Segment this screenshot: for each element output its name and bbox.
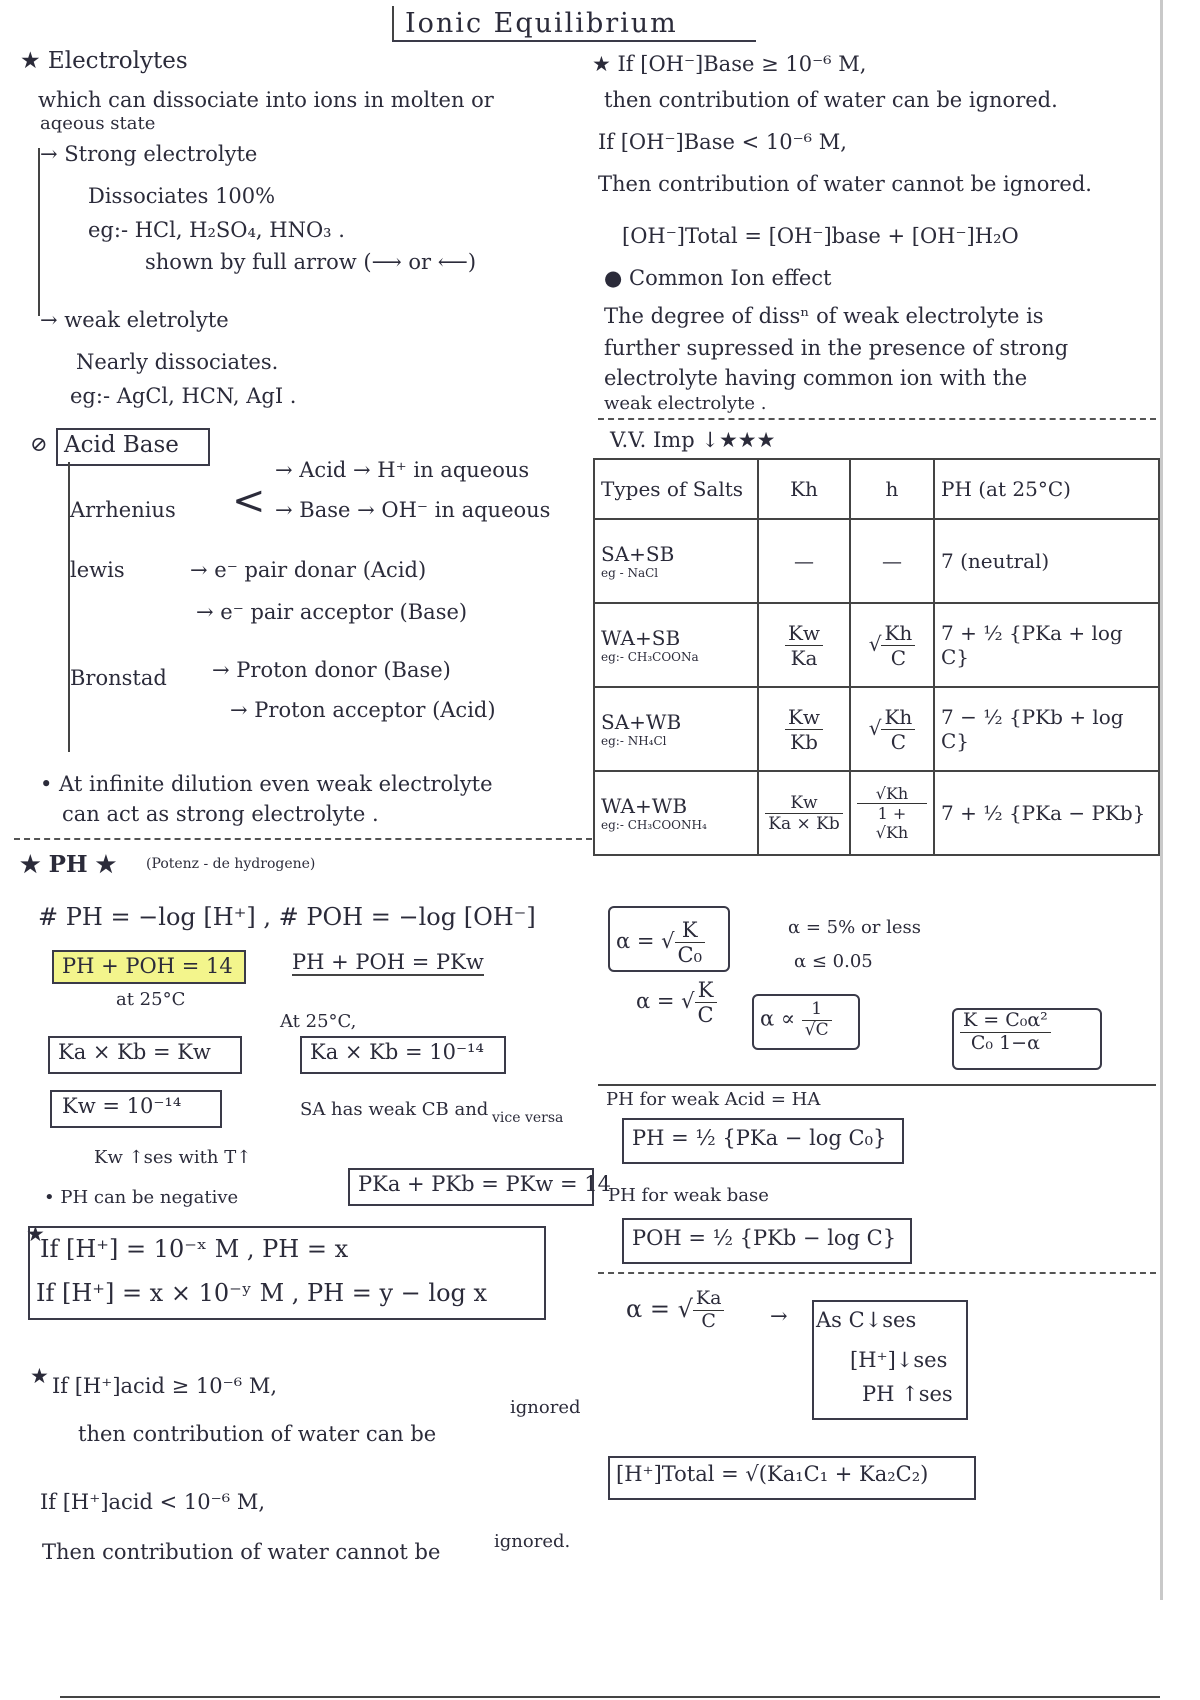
bronsted-label: Bronstad xyxy=(70,666,167,690)
h-denominator: C xyxy=(890,645,907,670)
ph-sum-pkw: PH + POH = PKw xyxy=(292,950,484,976)
electrolytes-def2: aqeous state xyxy=(40,113,156,134)
ka-kb-1e14: Ka × Kb = 10⁻¹⁴ xyxy=(310,1040,484,1064)
salt-example: eg:- CH₃COONH₄ xyxy=(601,818,707,832)
ph-heading: ★ PH ★ xyxy=(20,851,117,878)
h-cell: — xyxy=(850,519,934,603)
alpha-cond-1: α = 5% or less xyxy=(788,917,922,938)
lewis-acid: → e⁻ pair donar (Acid) xyxy=(190,558,427,582)
strong-examples: eg:- HCl, H₂SO₄, HNO₃ . xyxy=(88,218,345,242)
common-ion-2: further supressed in the presence of strong xyxy=(604,336,1069,360)
weak-electrolyte: → weak eletrolyte xyxy=(40,308,229,332)
acid-cond-1: If [H⁺]acid ≥ 10⁻⁶ M, xyxy=(52,1374,277,1398)
alpha-3-arrow: → xyxy=(770,1304,788,1328)
alpha-cond-2: α ≤ 0.05 xyxy=(794,951,873,972)
bronsted-acceptor: → Proton acceptor (Acid) xyxy=(230,698,496,722)
right-divider-3 xyxy=(598,1272,1156,1274)
table-header-type: Types of Salts xyxy=(594,459,758,519)
table-row xyxy=(594,771,1159,855)
bronsted-donor: → Proton donor (Base) xyxy=(212,658,451,682)
ph-at-25: at 25°C xyxy=(116,989,186,1010)
kh-denominator: Ka × Kb xyxy=(768,813,840,834)
page-bottom-rule xyxy=(60,1696,1160,1698)
base-cond-2: then contribution of water can be ignored. xyxy=(604,88,1058,112)
infinite-dilution: • At infinite dilution even weak electrolyte xyxy=(40,772,493,796)
right-divider-2 xyxy=(598,1084,1156,1086)
alpha-1-den: C₀ xyxy=(677,943,703,968)
common-ion-heading: ● Common Ion effect xyxy=(604,266,832,290)
page-edge xyxy=(1160,0,1163,1600)
k-eq xyxy=(960,1010,1051,1055)
kh-cell: — xyxy=(758,519,850,603)
h-cell xyxy=(850,771,934,855)
kh-numerator: Kw xyxy=(765,793,842,814)
base-cond-3: If [OH⁻]Base < 10⁻⁶ M, xyxy=(598,130,847,154)
common-ion-3: electrolyte having common ion with the xyxy=(604,366,1028,390)
salt-type: WA+WB xyxy=(601,794,688,818)
salt-type-cell xyxy=(594,771,758,855)
kh-cell xyxy=(758,771,850,855)
if-h-2: If [H⁺] = x × 10⁻ʸ M , PH = y − log x xyxy=(36,1279,488,1307)
h-cell: √ $\frac{Kh}{C}$ xyxy=(850,687,934,771)
electrolytes-tree-line xyxy=(38,148,40,316)
weak-base-heading: PH for weak base xyxy=(608,1185,769,1206)
dilution-2: [H⁺]↓ses xyxy=(850,1348,948,1372)
h-numerator: Kh xyxy=(881,705,915,730)
ph-note: (Potenz - de hydrogene) xyxy=(146,856,316,872)
kh-denominator: Kb xyxy=(790,729,818,754)
arrhenius-label: Arrhenius xyxy=(70,498,176,522)
alpha-prop-den: √C xyxy=(804,1019,829,1040)
electrolytes-def: which can dissociate into ions in molten or xyxy=(38,88,494,112)
salt-type-cell xyxy=(594,519,758,603)
ph-sum: PH + POH = 14 xyxy=(62,954,233,978)
acid-cond-2b: ignored xyxy=(510,1397,581,1418)
salt-example: eg:- NH₄Cl xyxy=(601,734,667,748)
acid-cond-3: If [H⁺]acid < 10⁻⁶ M, xyxy=(40,1490,265,1514)
h-denominator: C xyxy=(890,729,907,754)
kh-numerator: Kw xyxy=(785,705,823,730)
kh-cell xyxy=(758,603,850,687)
weak-base-formula: POH = ½ {PKb − log C} xyxy=(632,1226,897,1250)
salt-type: SA+WB xyxy=(601,710,682,734)
table-header-ph: PH (at 25°C) xyxy=(934,459,1159,519)
weak-examples: eg:- AgCl, HCN, AgI . xyxy=(70,384,297,408)
salt-type: SA+SB xyxy=(601,542,675,566)
alpha-3-den: C xyxy=(701,1309,716,1332)
right-divider-1 xyxy=(598,418,1156,420)
infinite-dilution-2: can act as strong electrolyte . xyxy=(62,802,379,826)
alpha-2-den: C xyxy=(697,1003,714,1028)
salt-type-cell xyxy=(594,687,758,771)
h-numerator: √Kh xyxy=(857,784,927,804)
salt-example: eg:- CH₃COONa xyxy=(601,650,699,664)
salt-hydrolysis-table xyxy=(593,458,1160,856)
page-title: Ionic Equilibrium xyxy=(405,8,678,39)
title-left-bar xyxy=(392,6,394,40)
alpha-2: α = √ $\frac{K}{C}$ xyxy=(636,978,717,1027)
arrhenius-branch: < xyxy=(232,478,266,524)
kw-increases: Kw ↑ses with T↑ xyxy=(94,1147,252,1168)
electrolytes-heading: ★ Electrolytes xyxy=(20,48,188,74)
alpha-prop xyxy=(760,1000,832,1040)
alpha-3-num: Ka xyxy=(693,1288,725,1311)
table-row xyxy=(594,519,1159,603)
table-header-row xyxy=(594,459,1159,519)
left-divider xyxy=(14,838,592,840)
table-header-h: h xyxy=(850,459,934,519)
weak-dissociates: Nearly dissociates. xyxy=(76,350,279,374)
vice-versa: vice versa xyxy=(492,1110,564,1126)
weak-acid-formula: PH = ½ {PKa − log C₀} xyxy=(632,1126,887,1150)
vv-imp: V.V. Imp ↓★★★ xyxy=(610,428,776,452)
h-numerator: Kh xyxy=(881,621,915,646)
sa-weak-cb: SA has weak CB and xyxy=(300,1099,489,1120)
common-ion-4: weak electrolyte . xyxy=(604,393,767,414)
alpha-prop-lhs: α ∝ xyxy=(760,1006,796,1031)
dilution-3: PH ↑ses xyxy=(862,1382,953,1406)
if-h-1: If [H⁺] = 10⁻ˣ M , PH = x xyxy=(40,1235,349,1263)
table-row xyxy=(594,603,1159,687)
oh-total: [OH⁻]Total = [OH⁻]base + [OH⁻]H₂O xyxy=(622,224,1019,248)
strong-dissociates: Dissociates 100% xyxy=(88,184,276,208)
pk-sum: PKa + PKb = PKw = 14 xyxy=(358,1172,611,1196)
k-eq-den: C₀ 1−α xyxy=(970,1031,1040,1054)
salt-type-cell xyxy=(594,603,758,687)
salt-example: eg - NaCl xyxy=(601,566,659,580)
kh-cell xyxy=(758,687,850,771)
ph-at-25c: At 25°C, xyxy=(280,1011,357,1032)
lewis-label: lewis xyxy=(70,558,125,582)
strong-electrolyte: → Strong electrolyte xyxy=(40,142,258,166)
table-row xyxy=(594,687,1159,771)
table-header-kh: Kh xyxy=(758,459,850,519)
ph-cell: 7 − ½ {PKb + log C} xyxy=(934,687,1159,771)
alpha-2-num: K xyxy=(695,978,717,1003)
alpha-1-num: K xyxy=(675,918,706,943)
ka-kb-kw: Ka × Kb = Kw xyxy=(58,1040,211,1064)
star-acid: ★ xyxy=(30,1364,49,1388)
ph-negative: • PH can be negative xyxy=(44,1187,239,1208)
alpha-3-lhs: α = xyxy=(626,1294,670,1323)
base-cond-4: Then contribution of water cannot be ignored. xyxy=(598,172,1092,196)
alpha-3: α = √ $\frac{Ka}{C}$ xyxy=(626,1288,724,1333)
kw-value: Kw = 10⁻¹⁴ xyxy=(62,1094,182,1118)
ph-cell: 7 + ½ {PKa + log C} xyxy=(934,603,1159,687)
h-total: [H⁺]Total = √(Ka₁C₁ + Ka₂C₂) xyxy=(616,1462,929,1486)
alpha-1: α = √ $\frac{K}{\text{C₀}}$ xyxy=(616,918,705,967)
weak-acid-heading: PH for weak Acid = HA xyxy=(606,1089,821,1110)
ph-definitions: # PH = −log [H⁺] , # POH = −log [OH⁻] xyxy=(38,903,536,931)
alpha-1-lhs: α = xyxy=(616,929,655,954)
arrhenius-base: → Base → OH⁻ in aqueous xyxy=(275,498,551,522)
lewis-base: → e⁻ pair acceptor (Base) xyxy=(196,600,468,624)
acid-cond-4b: ignored. xyxy=(494,1531,571,1552)
arrhenius-acid: → Acid → H⁺ in aqueous xyxy=(275,458,530,482)
ph-cell: 7 + ½ {PKa − PKb} xyxy=(934,771,1159,855)
h-cell: √ $\frac{Kh}{C}$ xyxy=(850,603,934,687)
acid-base-marker: ⊘ xyxy=(30,432,48,456)
alpha-prop-num: 1 xyxy=(802,1000,832,1021)
acid-cond-2: then contribution of water can be xyxy=(78,1422,437,1446)
dilution-1: As C↓ses xyxy=(816,1308,917,1332)
acid-cond-4: Then contribution of water cannot be xyxy=(42,1540,441,1564)
k-eq-num: K = C₀α² xyxy=(960,1010,1051,1033)
alpha-2-lhs: α = xyxy=(636,989,675,1014)
strong-arrow-note: shown by full arrow (⟶ or ⟵) xyxy=(145,250,477,274)
common-ion-1: The degree of dissⁿ of weak electrolyte is xyxy=(604,304,1044,328)
star-if-box: ★ xyxy=(26,1222,45,1246)
kh-denominator: Ka xyxy=(790,645,818,670)
kh-numerator: Kw xyxy=(785,621,823,646)
ph-cell: 7 (neutral) xyxy=(934,519,1159,603)
acid-base-heading: Acid Base xyxy=(64,432,179,458)
base-cond-1: ★ If [OH⁻]Base ≥ 10⁻⁶ M, xyxy=(592,52,867,76)
salt-type: WA+SB xyxy=(601,626,681,650)
h-denominator: 1 + √Kh xyxy=(875,804,909,842)
